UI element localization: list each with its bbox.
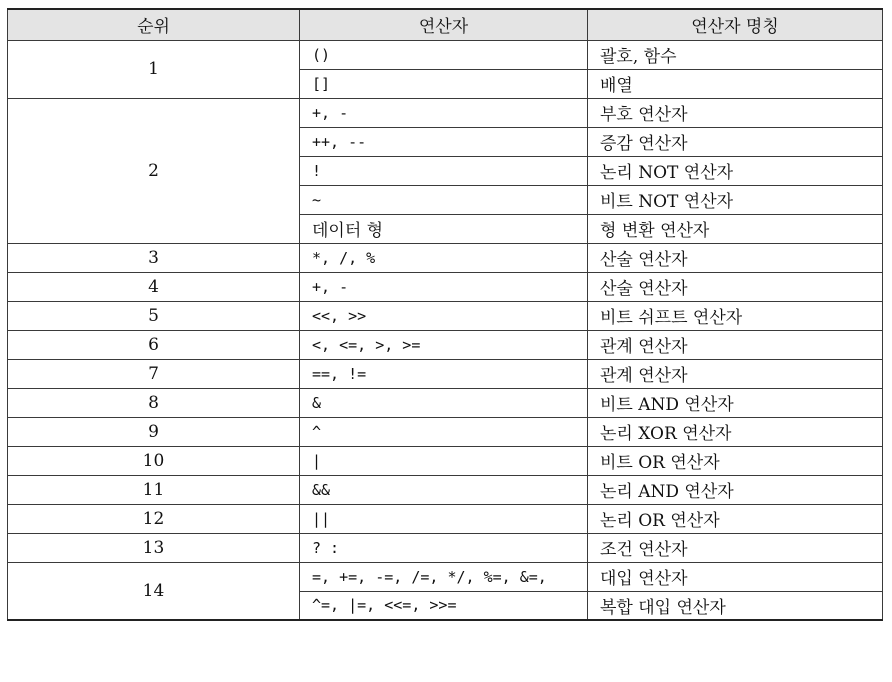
operator-cell: <, <=, >, >= (300, 330, 588, 359)
operator-name-cell: 논리 OR 연산자 (588, 504, 883, 533)
operator-cell: ~ (300, 185, 588, 214)
operator-cell: ? : (300, 533, 588, 562)
table-row (8, 272, 883, 301)
operator-precedence-table (7, 8, 883, 621)
table-row (8, 243, 883, 272)
table-row (8, 417, 883, 446)
table-row (8, 359, 883, 388)
table-body (8, 40, 883, 620)
rank-cell: 1 (8, 40, 300, 98)
operator-cell: | (300, 446, 588, 475)
rank-cell: 2 (8, 98, 300, 243)
rank-cell: 4 (8, 272, 300, 301)
header-operator: 연산자 (300, 9, 588, 40)
operator-cell: ^ (300, 417, 588, 446)
rank-cell: 10 (8, 446, 300, 475)
operator-cell: ! (300, 156, 588, 185)
table-row (8, 533, 883, 562)
rank-cell: 13 (8, 533, 300, 562)
operator-cell: +, - (300, 98, 588, 127)
table-row (8, 562, 883, 591)
operator-cell: ==, != (300, 359, 588, 388)
table-row (8, 301, 883, 330)
operator-name-cell: 형 변환 연산자 (588, 214, 883, 243)
operator-cell: () (300, 40, 588, 69)
operator-name-cell: 관계 연산자 (588, 359, 883, 388)
rank-cell: 12 (8, 504, 300, 533)
operator-name-cell: 비트 AND 연산자 (588, 388, 883, 417)
operator-name-cell: 복합 대입 연산자 (588, 591, 883, 620)
rank-cell: 11 (8, 475, 300, 504)
operator-name-cell: 관계 연산자 (588, 330, 883, 359)
operator-name-cell: 산술 연산자 (588, 243, 883, 272)
table-row (8, 446, 883, 475)
header-rank: 순위 (8, 9, 300, 40)
operator-cell: || (300, 504, 588, 533)
operator-name-cell: 증감 연산자 (588, 127, 883, 156)
table-header-row (8, 9, 883, 40)
operator-cell: ^=, |=, <<=, >>= (300, 591, 588, 620)
table-row (8, 98, 883, 127)
operator-cell: && (300, 475, 588, 504)
rank-cell: 3 (8, 243, 300, 272)
operator-cell: & (300, 388, 588, 417)
operator-name-cell: 논리 AND 연산자 (588, 475, 883, 504)
rank-cell: 6 (8, 330, 300, 359)
rank-cell: 5 (8, 301, 300, 330)
rank-cell: 7 (8, 359, 300, 388)
operator-cell: =, +=, -=, /=, */, %=, &=, (300, 562, 588, 591)
table-container (7, 8, 883, 621)
rank-cell: 9 (8, 417, 300, 446)
operator-name-cell: 비트 NOT 연산자 (588, 185, 883, 214)
operator-name-cell: 비트 OR 연산자 (588, 446, 883, 475)
operator-name-cell: 괄호, 함수 (588, 40, 883, 69)
rank-cell: 14 (8, 562, 300, 620)
operator-name-cell: 논리 NOT 연산자 (588, 156, 883, 185)
table-row (8, 388, 883, 417)
operator-name-cell: 부호 연산자 (588, 98, 883, 127)
operator-cell: <<, >> (300, 301, 588, 330)
operator-cell: [] (300, 69, 588, 98)
operator-name-cell: 배열 (588, 69, 883, 98)
rank-cell: 8 (8, 388, 300, 417)
operator-name-cell: 조건 연산자 (588, 533, 883, 562)
operator-cell: 데이터 형 (300, 214, 588, 243)
header-operator-name: 연산자 명칭 (588, 9, 883, 40)
operator-cell: +, - (300, 272, 588, 301)
operator-name-cell: 대입 연산자 (588, 562, 883, 591)
operator-name-cell: 논리 XOR 연산자 (588, 417, 883, 446)
operator-name-cell: 비트 쉬프트 연산자 (588, 301, 883, 330)
table-row (8, 475, 883, 504)
operator-cell: ++, -- (300, 127, 588, 156)
table-row (8, 330, 883, 359)
operator-name-cell: 산술 연산자 (588, 272, 883, 301)
operator-cell: *, /, % (300, 243, 588, 272)
table-row (8, 504, 883, 533)
table-row (8, 40, 883, 69)
